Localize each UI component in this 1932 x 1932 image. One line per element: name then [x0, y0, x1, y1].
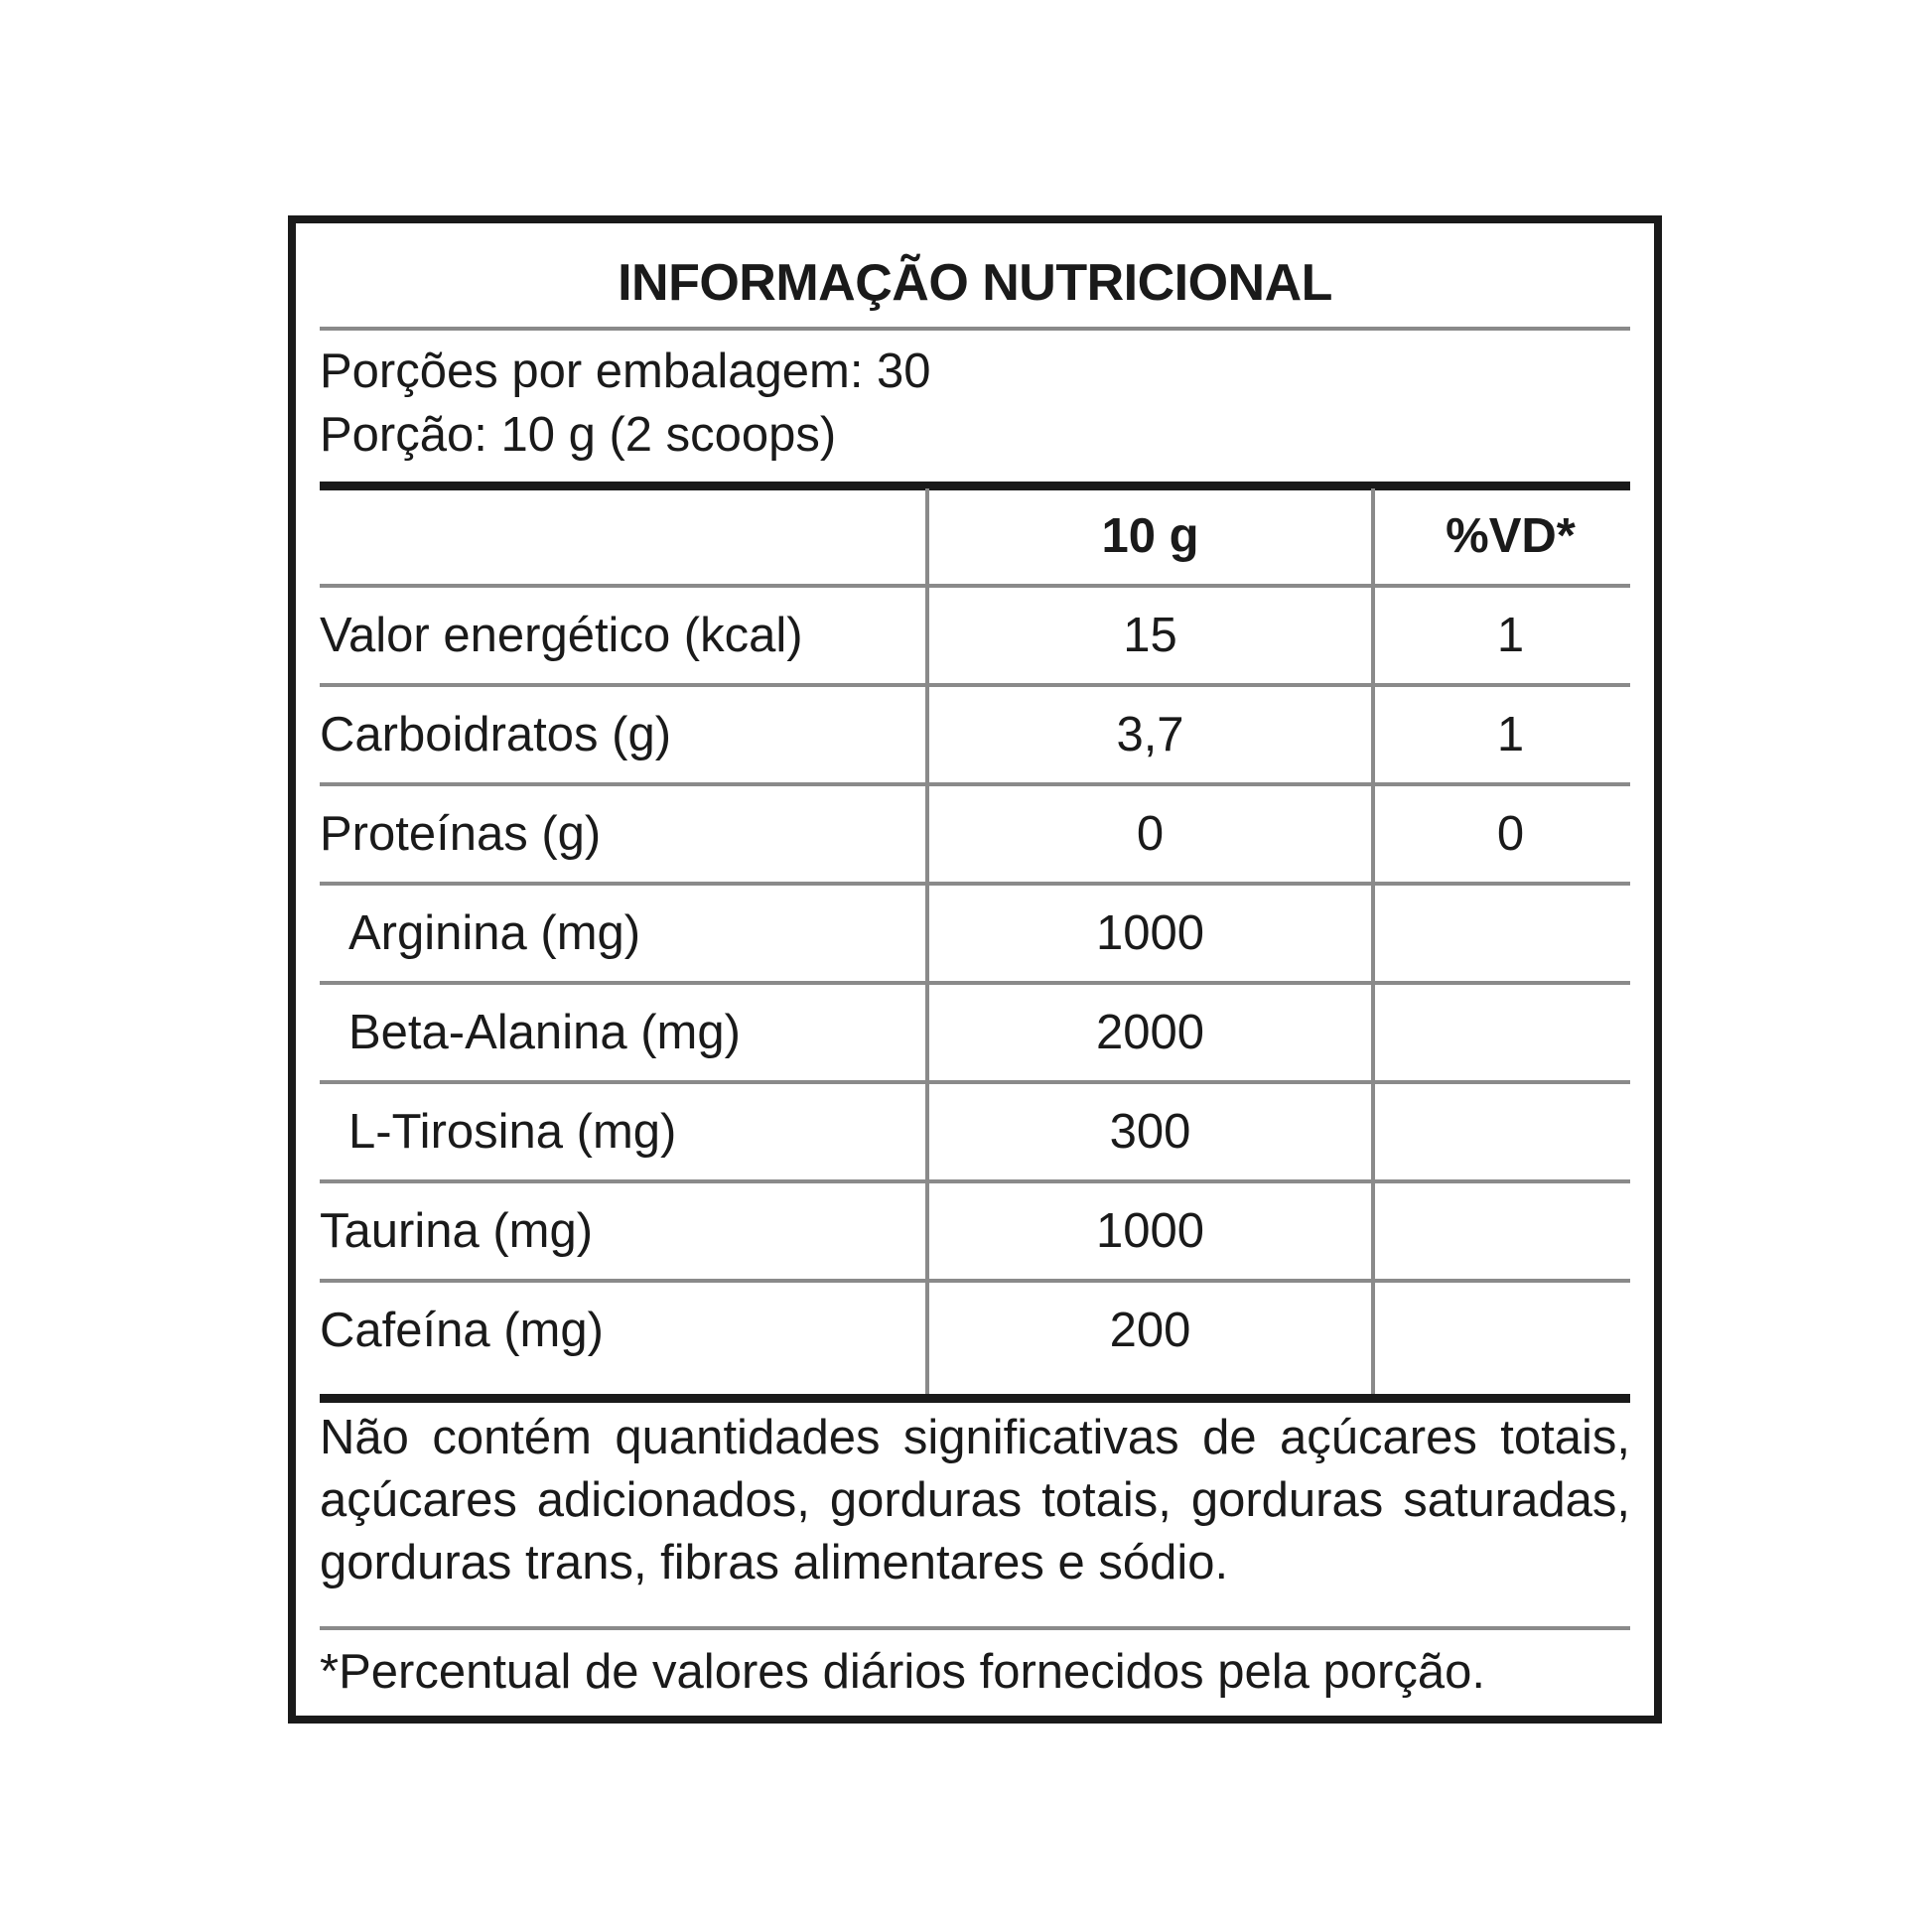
nutrient-name: Carboidratos (g): [320, 708, 672, 761]
nutrient-daily-value: [1375, 1084, 1646, 1179]
nutrient-daily-value: 1: [1496, 708, 1525, 761]
table-bottom-divider: [320, 1394, 1630, 1403]
footnote-not-significant: Não contém quantidades significativas de açúcares totais, açúcares adicionados, gorduras totais, gorduras saturadas, gorduras trans, fibras alimentares e sódio.: [320, 1411, 1630, 1589]
table-row: [320, 985, 1630, 1080]
nutrient-name: Cafeína (mg): [320, 1304, 604, 1357]
nutrition-facts-label: [288, 215, 1662, 1724]
nutrient-name: Proteínas (g): [320, 807, 602, 861]
servings-per-package: Porções por embalagem: 30: [320, 345, 931, 398]
serving-size: Porção: 10 g (2 scoops): [320, 408, 837, 462]
nutrient-name: Arginina (mg): [348, 906, 641, 960]
nutrient-quantity: 300: [1109, 1105, 1191, 1159]
nutrient-daily-value: [1375, 1283, 1646, 1378]
nutrient-name: Valor energético (kcal): [320, 609, 803, 662]
table-row: [320, 1084, 1630, 1179]
table-row: [320, 588, 1630, 683]
table-row: [320, 786, 1630, 882]
nutrient-daily-value: [1375, 886, 1646, 981]
nutrient-name: L-Tirosina (mg): [348, 1105, 677, 1159]
nutrient-quantity: 1000: [1095, 1204, 1204, 1258]
table-row: [320, 886, 1630, 981]
footnote-divider: [320, 1626, 1630, 1630]
header-quantity: 10 g: [1101, 509, 1199, 563]
table-row: [320, 1283, 1630, 1378]
nutrient-daily-value: [1375, 1183, 1646, 1279]
nutrient-table: [320, 488, 1630, 1397]
nutrient-daily-value: 1: [1496, 609, 1525, 662]
table-row: [320, 687, 1630, 782]
nutrient-quantity: 2000: [1095, 1006, 1204, 1059]
nutrient-daily-value: [1375, 985, 1646, 1080]
title-divider: [320, 327, 1630, 331]
nutrient-quantity: 3,7: [1116, 708, 1184, 761]
nutrient-quantity: 15: [1123, 609, 1177, 662]
nutrient-quantity: 200: [1109, 1304, 1191, 1357]
header-daily-value: %VD*: [1446, 509, 1576, 563]
table-header-row: [320, 488, 1630, 584]
label-title: INFORMAÇÃO NUTRICIONAL: [618, 254, 1332, 312]
nutrient-daily-value: 0: [1496, 807, 1525, 861]
nutrition-facts-content: [320, 223, 1630, 1716]
header-nutrient: [320, 488, 925, 584]
table-row: [320, 1183, 1630, 1279]
nutrient-quantity: 0: [1136, 807, 1165, 861]
nutrient-name: Beta-Alanina (mg): [348, 1006, 741, 1059]
nutrient-name: Taurina (mg): [320, 1204, 594, 1258]
nutrient-quantity: 1000: [1095, 906, 1204, 960]
footnote-daily-value: *Percentual de valores diários fornecidos pela porção.: [320, 1645, 1485, 1699]
